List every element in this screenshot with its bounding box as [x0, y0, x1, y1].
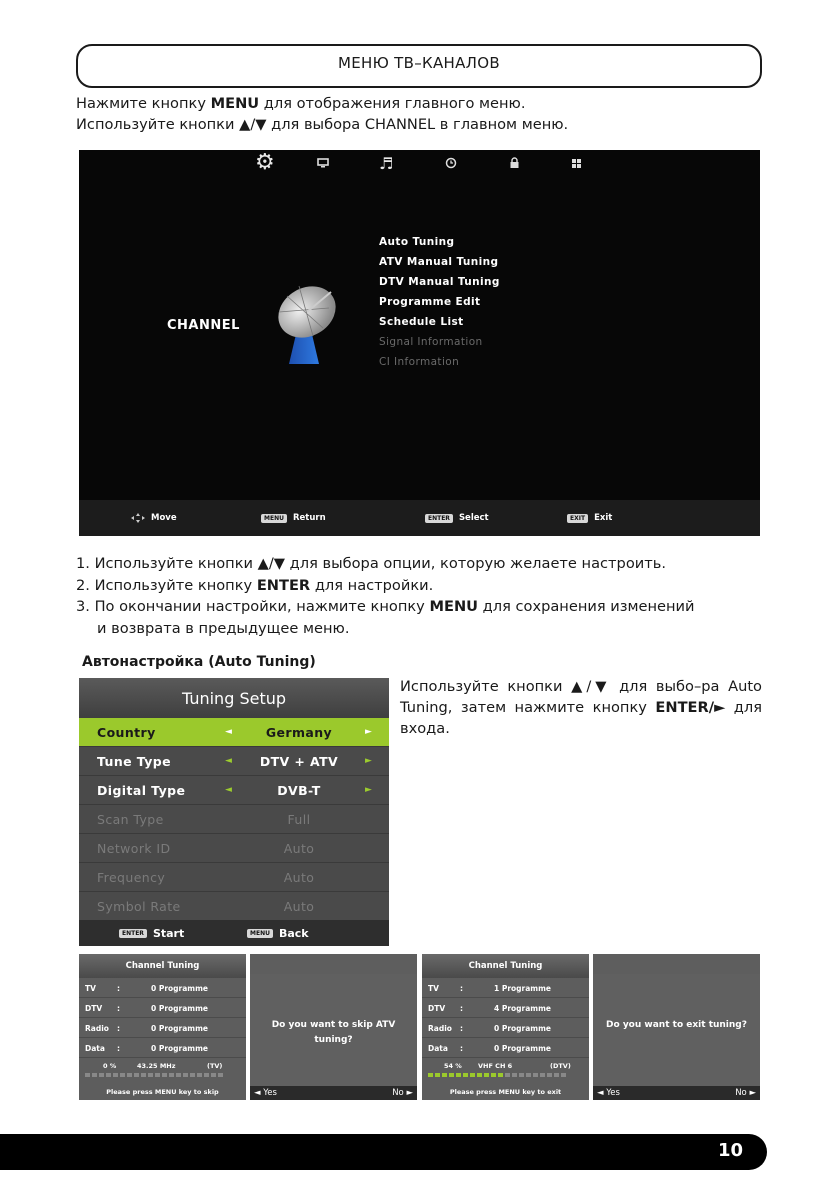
- step-2-post: для настройки.: [310, 576, 434, 594]
- row-type: TV: [428, 984, 439, 993]
- row-count: 0 Programme: [494, 1024, 552, 1033]
- row-value: Auto: [283, 898, 315, 914]
- side-text-post: для входа.: [400, 699, 762, 737]
- row-sep: :: [460, 1044, 463, 1053]
- side-text-pre: Используйте кнопки ▲/▼ для выбо–ра Auto Tuning, затем нажмите кнопку: [400, 678, 762, 716]
- no-button[interactable]: No ►: [392, 1088, 413, 1098]
- hint-exit-label: Exit: [594, 513, 613, 523]
- thumb-note: Please press MENU key to exit: [449, 1088, 562, 1096]
- intro-text: [76, 93, 568, 135]
- hint-start: [119, 927, 184, 940]
- dialog-buttons: [250, 1086, 417, 1100]
- menu-item-atv-manual-tuning[interactable]: ATV Manual Tuning: [379, 256, 499, 268]
- enter-key-icon: ENTER: [119, 929, 147, 938]
- hint-select: [425, 513, 489, 523]
- menu-item-signal-information: Signal Information: [379, 336, 483, 348]
- thumb-exit-tuning-dialog: [593, 954, 760, 1100]
- no-button[interactable]: No ►: [735, 1088, 756, 1098]
- row-sep: :: [117, 984, 120, 993]
- menu-item-schedule-list[interactable]: Schedule List: [379, 316, 464, 328]
- row-type: Radio: [428, 1024, 452, 1033]
- apps-icon[interactable]: [571, 154, 582, 173]
- menu-key-label: MENU: [210, 95, 260, 112]
- clock-icon[interactable]: [445, 154, 457, 173]
- row-type: DTV: [428, 1004, 446, 1013]
- progress-percent: 0 %: [103, 1062, 117, 1070]
- dialog-question: Do you want to exit tuning?: [606, 1020, 747, 1030]
- row-value: Auto: [283, 869, 315, 885]
- row-name: Digital Type: [97, 782, 186, 798]
- thumb-row-radio: [79, 1018, 246, 1038]
- row-sep: :: [117, 1044, 120, 1053]
- row-value: Germany: [265, 724, 333, 740]
- menu-key-icon: MENU: [261, 514, 287, 523]
- thumb-row-radio: [422, 1018, 589, 1038]
- move-arrows-icon: [131, 513, 145, 523]
- progress-frequency: 43.25 MHz: [137, 1062, 176, 1070]
- intro-line1-pre: Нажмите кнопку: [76, 95, 211, 112]
- hint-exit: [567, 513, 612, 523]
- menu-item-ci-information: CI Information: [379, 356, 460, 368]
- menu-item-programme-edit[interactable]: Programme Edit: [379, 296, 481, 308]
- menu-key-icon: MENU: [247, 929, 273, 938]
- progress-percent: 54 %: [444, 1062, 462, 1070]
- step-3-pre: 3. По окончании настройки, нажмите кнопку: [76, 598, 430, 615]
- step-2-pre: 2. Используйте кнопку: [76, 576, 257, 594]
- thumb-row-data: [422, 1038, 589, 1058]
- enter-key-icon: ENTER: [425, 514, 453, 523]
- auto-tuning-description: [400, 676, 762, 739]
- progress-bar-fill: [428, 1073, 503, 1077]
- channel-menu-list: [379, 236, 500, 376]
- menu-key-label-2: MENU: [429, 598, 479, 615]
- intro-line1-post: для отображения главного меню.: [259, 95, 526, 112]
- row-sep: :: [460, 984, 463, 993]
- hint-start-label: Start: [152, 927, 185, 940]
- lock-icon[interactable]: [509, 154, 520, 173]
- tuning-row-frequency: [79, 863, 389, 892]
- thumb-channel-tuning-start: [79, 954, 246, 1100]
- step-1: 1. Используйте кнопки ▲/▼ для выбора опции, которую желаете настроить.: [76, 555, 666, 572]
- instruction-steps: [76, 553, 695, 639]
- menu-item-auto-tuning[interactable]: Auto Tuning: [379, 236, 455, 248]
- left-arrow-icon[interactable]: ◄: [225, 785, 233, 795]
- hint-back: [247, 927, 309, 940]
- tuning-row-tune-type[interactable]: [79, 747, 389, 776]
- dialog-question: Do you want to skip ATV tuning?: [271, 1020, 396, 1045]
- left-arrow-icon[interactable]: ◄: [225, 727, 233, 737]
- page-footer-bar: [0, 1134, 767, 1170]
- tuning-row-symbol-rate: [79, 892, 389, 921]
- row-type: DTV: [85, 1004, 103, 1013]
- right-arrow-icon[interactable]: ►: [365, 756, 373, 766]
- gear-icon[interactable]: ⚙: [255, 150, 275, 175]
- row-type: Radio: [85, 1024, 109, 1033]
- hint-back-label: Back: [278, 927, 309, 940]
- row-name: Tune Type: [97, 753, 171, 769]
- tuning-row-network-id: [79, 834, 389, 863]
- row-value: DVB-T: [277, 782, 321, 798]
- row-value: Auto: [283, 840, 315, 856]
- page-number: 10: [717, 1140, 743, 1161]
- row-count: 0 Programme: [151, 1044, 209, 1053]
- music-icon[interactable]: ♬: [379, 154, 394, 173]
- row-value: Full: [287, 811, 311, 827]
- row-name: Network ID: [97, 840, 171, 856]
- auto-tuning-heading: Автонастройка (Auto Tuning): [82, 654, 316, 670]
- thumb-row-dtv: [79, 998, 246, 1018]
- row-count: 4 Programme: [494, 1004, 552, 1013]
- thumb-title: Channel Tuning: [79, 954, 246, 978]
- channel-section-label: CHANNEL: [167, 318, 240, 333]
- thumb-skip-atv-dialog: [250, 954, 417, 1100]
- row-name: Symbol Rate: [97, 898, 181, 914]
- row-sep: :: [117, 1024, 120, 1033]
- intro-line2: Используйте кнопки ▲/▼ для выбора CHANNEL в главном меню.: [76, 116, 569, 133]
- section-title: [76, 44, 762, 88]
- tuning-row-scan-type: [79, 805, 389, 834]
- progress-bar: [85, 1073, 223, 1077]
- monitor-icon[interactable]: [317, 154, 329, 173]
- tuning-row-country[interactable]: [79, 718, 389, 747]
- yes-button[interactable]: ◄ Yes: [597, 1088, 620, 1098]
- row-type: Data: [428, 1044, 448, 1053]
- exit-key-icon: EXIT: [567, 514, 588, 523]
- hint-return-label: Return: [292, 513, 326, 523]
- hint-move: [131, 513, 177, 523]
- row-value: DTV + ATV: [259, 753, 339, 769]
- right-arrow-icon[interactable]: ►: [365, 727, 373, 737]
- thumb-row-tv: [422, 978, 589, 998]
- row-count: 1 Programme: [494, 984, 552, 993]
- thumb-note: Please press MENU key to skip: [106, 1088, 219, 1096]
- tuning-setup-title: Tuning Setup: [79, 678, 389, 718]
- thumb-channel-tuning-progress: [422, 954, 589, 1100]
- tuning-row-digital-type[interactable]: [79, 776, 389, 805]
- hint-return: [261, 513, 326, 523]
- progress-frequency: VHF CH 6: [478, 1062, 513, 1070]
- step-3-continued: и возврата в предыдущее меню.: [97, 619, 350, 637]
- progress-mode: (DTV): [550, 1062, 571, 1070]
- hint-move-label: Move: [151, 513, 177, 523]
- thumb-row-data: [79, 1038, 246, 1058]
- progress-mode: (TV): [207, 1062, 223, 1070]
- row-sep: :: [117, 1004, 120, 1013]
- row-count: 0 Programme: [151, 1004, 209, 1013]
- left-arrow-icon[interactable]: ◄: [225, 756, 233, 766]
- tuning-setup-screenshot: [79, 678, 389, 946]
- row-name: Scan Type: [97, 811, 164, 827]
- row-name: Frequency: [97, 869, 166, 885]
- row-type: Data: [85, 1044, 105, 1053]
- satellite-dish-icon: [269, 278, 349, 368]
- step-3: [76, 596, 695, 618]
- row-count: 0 Programme: [151, 1024, 209, 1033]
- section-title-text: МЕНЮ ТВ–КАНАЛОВ: [338, 54, 500, 72]
- tuning-setup-footer: [79, 920, 389, 946]
- step-3-post: для сохранения изменений: [478, 598, 695, 615]
- tv-channel-menu-screenshot: [79, 150, 760, 536]
- enter-key-label-2: ENTER/►: [655, 699, 726, 716]
- thumb-row-dtv: [422, 998, 589, 1018]
- row-type: TV: [85, 984, 96, 993]
- thumb-title: Channel Tuning: [422, 954, 589, 978]
- right-arrow-icon[interactable]: ►: [365, 785, 373, 795]
- yes-button[interactable]: ◄ Yes: [254, 1088, 277, 1098]
- hint-select-label: Select: [458, 513, 489, 523]
- row-name: Country: [97, 724, 156, 740]
- menu-item-dtv-manual-tuning[interactable]: DTV Manual Tuning: [379, 276, 500, 288]
- row-count: 0 Programme: [151, 984, 209, 993]
- thumb-row-tv: [79, 978, 246, 998]
- dialog-buttons: [593, 1086, 760, 1100]
- step-2: [76, 575, 695, 597]
- tv-hint-bar: [79, 500, 760, 536]
- progress-bar: [428, 1073, 566, 1077]
- row-count: 0 Programme: [494, 1044, 552, 1053]
- row-sep: :: [460, 1024, 463, 1033]
- row-sep: :: [460, 1004, 463, 1013]
- enter-key-label: ENTER: [256, 576, 311, 594]
